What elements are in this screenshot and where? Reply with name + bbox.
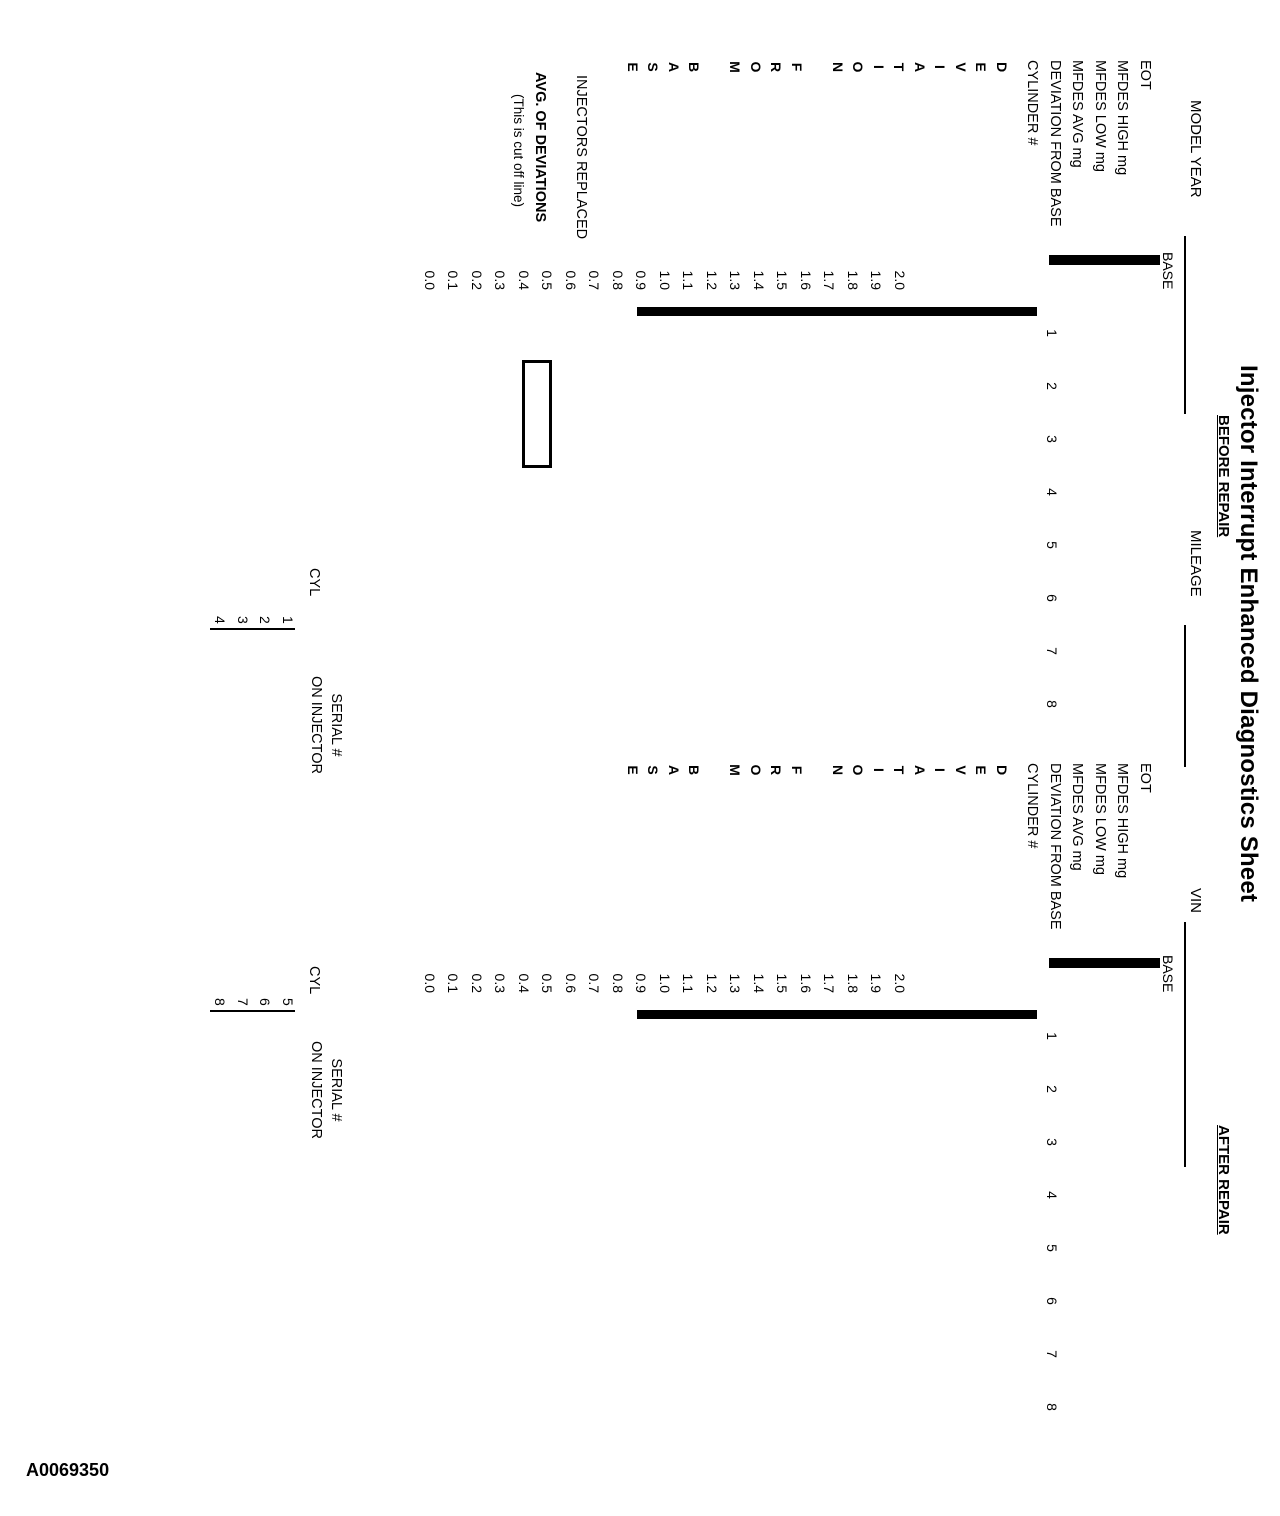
before-top-cell[interactable]	[1116, 264, 1138, 265]
before-vertical-letter: O	[748, 61, 764, 73]
before-vertical-letter: I	[932, 65, 949, 69]
after-serial-cyl-number: 6	[257, 998, 274, 1006]
before-cylinder-number: 5	[1044, 541, 1060, 549]
before-serial-cyl-number: 2	[257, 616, 274, 624]
after-cylinder-number: 5	[1044, 1244, 1060, 1252]
after-scale-tick: 1.6	[798, 973, 814, 993]
after-vertical-letter: B	[686, 764, 703, 776]
after-scale-tick: 1.2	[704, 973, 720, 993]
before-deviation-cell[interactable]	[682, 315, 704, 316]
before-scale-tick: 1.2	[704, 270, 720, 290]
vin-field[interactable]	[1184, 922, 1186, 1167]
after-deviation-cell[interactable]	[926, 1018, 948, 1019]
after-scale-tick: 0.8	[610, 973, 626, 993]
diagnostics-sheet	[200, 60, 1262, 1460]
before-cylinder-number: 7	[1044, 647, 1060, 655]
after-scale-tick: 0.6	[563, 973, 579, 993]
before-top-cell[interactable]	[1094, 264, 1116, 265]
after-cylinder-number: 8	[1044, 1403, 1060, 1411]
before-vertical-letter: R	[768, 61, 785, 73]
after-deviation-cell[interactable]	[682, 1018, 704, 1019]
before-vertical-letter: M	[727, 61, 744, 73]
before-deviation-cell[interactable]	[815, 315, 837, 316]
before-deviation-cell[interactable]	[926, 315, 948, 316]
before-cylinder-number: 6	[1044, 594, 1060, 602]
before-top-cell[interactable]	[1050, 264, 1072, 265]
after-vertical-letter: E	[625, 765, 641, 775]
model-year-field[interactable]	[1184, 236, 1186, 414]
before-serial-cyl-number: 1	[280, 616, 296, 624]
before-scale-tick: 0.8	[610, 270, 626, 290]
after-vertical-letter: O	[850, 764, 867, 776]
before-scale-tick: 1.9	[868, 270, 885, 290]
before-vertical-letter: O	[850, 61, 867, 73]
before-top-grid[interactable]	[1049, 255, 1160, 265]
after-scale-tick: 0.2	[469, 973, 485, 993]
after-vertical-letter: F	[789, 765, 805, 775]
after-row-label: MFDES LOW mg	[1092, 763, 1108, 875]
after-top-cell[interactable]	[1138, 967, 1160, 968]
after-scale-tick: 0.7	[586, 973, 603, 993]
after-serial-cyl-number: 8	[212, 998, 229, 1006]
before-repair-heading: BEFORE REPAIR	[1215, 415, 1232, 538]
after-deviation-cell[interactable]	[948, 1018, 970, 1019]
sheet-title: Injector Interrupt Enhanced Diagnostics Sheet	[1235, 365, 1262, 903]
after-repair-heading: AFTER REPAIR	[1215, 1125, 1232, 1235]
after-deviation-cell[interactable]	[637, 1018, 659, 1019]
before-vertical-letter: N	[830, 61, 846, 73]
after-deviation-cell[interactable]	[881, 1018, 903, 1019]
before-vertical-letter: F	[789, 62, 805, 72]
after-scale-tick: 1.9	[868, 973, 885, 993]
mileage-field[interactable]	[1184, 625, 1186, 767]
before-serial-cell[interactable]	[253, 629, 274, 630]
after-cylinder-number: 4	[1044, 1191, 1060, 1199]
before-scale-tick: 1.4	[751, 270, 767, 290]
before-scale-tick: 0.1	[445, 270, 462, 290]
after-base-label: BASE	[1160, 955, 1176, 993]
after-cyl-label: CYL	[306, 966, 322, 995]
after-deviation-cell[interactable]	[970, 1018, 992, 1019]
before-row-label: EOT	[1137, 60, 1153, 90]
after-deviation-cell[interactable]	[815, 1018, 837, 1019]
after-top-cell[interactable]	[1072, 967, 1094, 968]
before-serial-grid[interactable]	[210, 628, 295, 630]
before-cylinder-number: 8	[1044, 700, 1060, 708]
before-deviation-cell[interactable]	[659, 315, 681, 316]
before-serial-label: SERIAL #	[328, 693, 344, 757]
before-serial-cyl-number: 3	[235, 616, 251, 624]
before-top-cell[interactable]	[1072, 264, 1094, 265]
before-cyl-label: CYL	[306, 568, 322, 597]
figure-id: A0069350	[26, 1460, 110, 1480]
after-scale-tick: 2.0	[892, 973, 908, 993]
before-scale-tick: 1.1	[680, 270, 697, 290]
after-scale-tick: 0.3	[492, 973, 509, 993]
before-deviation-cell[interactable]	[992, 315, 1014, 316]
after-vertical-letter: D	[994, 764, 1010, 776]
after-vertical-letter: V	[953, 765, 969, 775]
after-scale-tick: 1.5	[774, 973, 791, 993]
after-vertical-letter: R	[768, 764, 785, 776]
after-row-label: CYLINDER #	[1024, 763, 1041, 849]
before-serial-cyl-number: 4	[212, 616, 229, 624]
before-cylinder-number: 4	[1044, 488, 1060, 496]
before-scale-tick: 0.5	[539, 270, 556, 290]
injectors-replaced-label: INJECTORS REPLACED	[573, 75, 589, 240]
before-vertical-letter: T	[891, 62, 908, 72]
before-scale-tick: 0.7	[586, 270, 603, 290]
before-vertical-letter: V	[953, 62, 969, 72]
after-serial-cell[interactable]	[253, 1011, 274, 1012]
before-top-cell[interactable]	[1138, 264, 1160, 265]
after-deviation-cell[interactable]	[770, 1018, 792, 1019]
before-serial-heading	[306, 655, 346, 795]
before-deviation-cell[interactable]	[948, 315, 970, 316]
after-scale-tick: 0.4	[516, 973, 532, 993]
before-row-label: DEVIATION FROM BASE	[1047, 60, 1063, 227]
after-deviation-cell[interactable]	[859, 1018, 881, 1019]
before-serial-cell[interactable]	[211, 629, 232, 630]
after-row-label: MFDES AVG mg	[1069, 763, 1086, 871]
before-scale-tick: 1.6	[798, 270, 814, 290]
before-row-label: CYLINDER #	[1024, 60, 1041, 146]
after-serial-heading	[306, 1020, 346, 1160]
after-cylinder-number: 1	[1044, 1032, 1060, 1040]
after-serial-label: SERIAL #	[328, 1058, 344, 1122]
before-vertical-letter: E	[973, 62, 990, 72]
before-vertical-letter: I	[871, 65, 887, 69]
before-scale-tick: 1.8	[845, 270, 861, 290]
before-deviation-cell[interactable]	[792, 315, 814, 316]
after-deviation-cell[interactable]	[748, 1018, 770, 1019]
after-scale-tick: 0.0	[422, 973, 438, 993]
before-base-label: BASE	[1160, 252, 1176, 290]
before-vertical-letter: D	[994, 61, 1010, 73]
after-vertical-letter: S	[645, 765, 662, 775]
before-cylinder-number: 1	[1044, 329, 1060, 337]
after-scale-tick: 1.4	[751, 973, 767, 993]
before-scale-tick: 1.7	[821, 270, 838, 290]
after-serial-cyl-number: 5	[280, 998, 296, 1006]
before-row-label: MFDES HIGH mg	[1114, 60, 1131, 176]
before-deviation-cell[interactable]	[726, 315, 748, 316]
before-row-label: MFDES AVG mg	[1069, 60, 1086, 168]
after-vertical-letter: M	[727, 764, 744, 776]
before-deviation-cell[interactable]	[770, 315, 792, 316]
before-scale-tick: 0.6	[563, 270, 579, 290]
before-serial-cell[interactable]	[232, 629, 253, 630]
before-deviation-cell[interactable]	[637, 315, 659, 316]
before-vertical-letter: B	[686, 61, 703, 73]
after-serial-cyl-number: 7	[235, 998, 251, 1006]
before-deviation-cell[interactable]	[837, 315, 859, 316]
avg-deviations-box[interactable]	[522, 360, 552, 468]
after-scale-tick: 1.1	[680, 973, 697, 993]
after-vertical-letter: I	[932, 768, 949, 772]
before-row-label: MFDES LOW mg	[1092, 60, 1108, 172]
after-row-label: EOT	[1137, 763, 1153, 793]
after-cylinder-number: 7	[1044, 1350, 1060, 1358]
before-scale-tick: 0.9	[633, 270, 650, 290]
after-serial-cell[interactable]	[232, 1011, 253, 1012]
after-deviation-cell[interactable]	[792, 1018, 814, 1019]
after-row-label: DEVIATION FROM BASE	[1047, 763, 1063, 930]
after-deviation-cell[interactable]	[837, 1018, 859, 1019]
after-row-label: MFDES HIGH mg	[1114, 763, 1131, 879]
before-scale-tick: 0.0	[422, 270, 438, 290]
after-scale-tick: 1.8	[845, 973, 861, 993]
mileage-label: MILEAGE	[1187, 530, 1204, 597]
after-scale-tick: 1.7	[821, 973, 838, 993]
after-cylinder-number: 2	[1044, 1085, 1060, 1093]
before-deviation-grid[interactable]	[637, 307, 1037, 316]
after-top-grid[interactable]	[1049, 958, 1160, 968]
after-vertical-letter: A	[666, 764, 682, 776]
after-deviation-cell[interactable]	[726, 1018, 748, 1019]
after-vertical-letter: T	[891, 765, 908, 775]
before-cylinder-number: 2	[1044, 382, 1060, 390]
after-vertical-letter: I	[871, 768, 887, 772]
vin-label: VIN	[1187, 888, 1204, 914]
after-scale-tick: 0.5	[539, 973, 556, 993]
after-vertical-letter: O	[748, 764, 764, 776]
avg-deviations-note: (This is cut off line)	[511, 94, 526, 208]
after-vertical-letter: A	[912, 764, 928, 776]
after-deviation-cell[interactable]	[659, 1018, 681, 1019]
after-deviation-cell[interactable]	[903, 1018, 925, 1019]
before-cylinder-number: 3	[1044, 435, 1060, 443]
after-deviation-cell[interactable]	[1014, 1018, 1036, 1019]
before-scale-tick: 1.0	[657, 270, 673, 290]
before-deviation-cell[interactable]	[1014, 315, 1036, 316]
before-deviation-cell[interactable]	[970, 315, 992, 316]
after-deviation-cell[interactable]	[704, 1018, 726, 1019]
after-scale-tick: 0.1	[445, 973, 462, 993]
after-vertical-letter: E	[973, 765, 990, 775]
before-vertical-letter: S	[645, 62, 662, 72]
before-deviation-cell[interactable]	[881, 315, 903, 316]
after-serial-cell[interactable]	[274, 1011, 295, 1012]
before-deviation-cell[interactable]	[704, 315, 726, 316]
before-serial-cell[interactable]	[274, 629, 295, 630]
before-scale-tick: 1.5	[774, 270, 791, 290]
after-top-cell[interactable]	[1094, 967, 1116, 968]
after-scale-tick: 0.9	[633, 973, 650, 993]
before-on-injector-label: ON INJECTOR	[308, 675, 324, 775]
after-top-cell[interactable]	[1050, 967, 1072, 968]
before-scale-tick: 1.3	[727, 270, 744, 290]
after-on-injector-label: ON INJECTOR	[308, 1040, 324, 1140]
after-serial-cell[interactable]	[211, 1011, 232, 1012]
before-scale-tick: 2.0	[892, 270, 908, 290]
after-scale-tick: 1.3	[727, 973, 744, 993]
before-scale-tick: 0.2	[469, 270, 485, 290]
model-year-label: MODEL YEAR	[1187, 100, 1204, 198]
before-deviation-cell[interactable]	[748, 315, 770, 316]
after-cylinder-number: 3	[1044, 1138, 1060, 1146]
after-cylinder-number: 6	[1044, 1297, 1060, 1305]
avg-deviations-label: AVG. OF DEVIATIONS	[532, 72, 548, 223]
before-vertical-letter: E	[625, 62, 641, 72]
after-deviation-grid[interactable]	[637, 1010, 1037, 1019]
before-vertical-letter: A	[666, 61, 682, 73]
before-deviation-cell[interactable]	[859, 315, 881, 316]
after-deviation-cell[interactable]	[992, 1018, 1014, 1019]
before-deviation-cell[interactable]	[903, 315, 925, 316]
before-vertical-letter: A	[912, 61, 928, 73]
before-scale-tick: 0.3	[492, 270, 509, 290]
after-vertical-letter: N	[830, 764, 846, 776]
after-scale-tick: 1.0	[657, 973, 673, 993]
after-serial-grid[interactable]	[210, 1010, 295, 1012]
before-scale-tick: 0.4	[516, 270, 532, 290]
after-top-cell[interactable]	[1116, 967, 1138, 968]
